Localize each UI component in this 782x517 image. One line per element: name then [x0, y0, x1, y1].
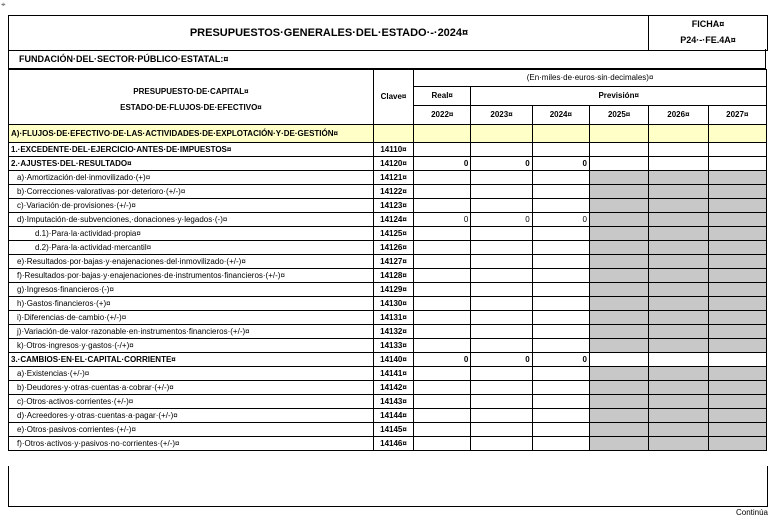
forecast-cell[interactable]	[649, 395, 708, 409]
forecast-cell[interactable]	[589, 325, 648, 339]
forecast-cell[interactable]	[589, 395, 648, 409]
value-cell[interactable]	[532, 325, 589, 339]
row-label: f)·Otros·activos·y·pasivos·no·corrientes·(+/-)¤	[9, 437, 374, 451]
table-row	[9, 367, 767, 381]
value-cell[interactable]	[471, 409, 532, 423]
value-cell[interactable]	[532, 143, 589, 157]
row-clave: 14125¤	[373, 227, 413, 241]
forecast-cell[interactable]	[589, 269, 648, 283]
forecast-cell[interactable]	[589, 213, 648, 227]
table-row	[9, 255, 767, 269]
row-label: j)·Variación·de·valor·razonable·en·instrumentos·financieros·(+/-)¤	[9, 325, 374, 339]
forecast-cell[interactable]	[649, 311, 708, 325]
value-cell[interactable]	[471, 199, 532, 213]
forecast-cell[interactable]	[649, 241, 708, 255]
forecast-cell[interactable]	[649, 283, 708, 297]
value-cell[interactable]	[471, 269, 532, 283]
year-2023: 2023¤	[471, 106, 532, 125]
forecast-cell[interactable]	[708, 395, 766, 409]
ficha-box	[648, 15, 768, 51]
row-clave: 14129¤	[373, 283, 413, 297]
forecast-cell[interactable]	[708, 367, 766, 381]
header-real: Real¤	[414, 87, 471, 106]
value-cell[interactable]	[414, 269, 471, 283]
value-cell[interactable]	[471, 255, 532, 269]
value-cell[interactable]	[471, 171, 532, 185]
value-cell[interactable]: 0	[414, 157, 471, 171]
row-label: 1.·EXCEDENTE·DEL·EJERCICIO·ANTES·DE·IMPUESTOS¤	[9, 143, 374, 157]
value-cell[interactable]	[414, 437, 471, 451]
table-row	[9, 171, 767, 185]
value-cell[interactable]: 0	[471, 213, 532, 227]
value-cell[interactable]	[471, 367, 532, 381]
row-clave: 14146¤	[373, 437, 413, 451]
forecast-cell[interactable]	[708, 339, 766, 353]
row-clave: 14144¤	[373, 409, 413, 423]
year-2022: 2022¤	[414, 106, 471, 125]
table-row	[9, 325, 767, 339]
row-label: 3.·CAMBIOS·EN·EL·CAPITAL·CORRIENTE¤	[9, 353, 374, 367]
table-row	[9, 437, 767, 451]
table-row	[9, 283, 767, 297]
value-cell[interactable]	[532, 423, 589, 437]
row-label: i)·Diferencias·de·cambio·(+/-)¤	[9, 311, 374, 325]
value-cell[interactable]	[414, 171, 471, 185]
value-cell[interactable]	[532, 241, 589, 255]
value-cell[interactable]	[414, 311, 471, 325]
row-clave: 14124¤	[373, 213, 413, 227]
value-cell[interactable]	[471, 241, 532, 255]
value-cell[interactable]	[471, 143, 532, 157]
forecast-cell[interactable]	[649, 353, 708, 367]
value-cell[interactable]	[414, 381, 471, 395]
value-cell[interactable]	[471, 325, 532, 339]
table-row	[9, 311, 767, 325]
forecast-cell[interactable]	[649, 171, 708, 185]
table-row	[9, 125, 767, 143]
row-clave	[373, 125, 413, 143]
forecast-cell[interactable]	[589, 367, 648, 381]
table-row	[9, 297, 767, 311]
row-clave: 14123¤	[373, 199, 413, 213]
value-cell[interactable]	[532, 395, 589, 409]
value-cell[interactable]	[414, 423, 471, 437]
forecast-cell[interactable]	[708, 227, 766, 241]
forecast-cell[interactable]	[589, 437, 648, 451]
value-cell[interactable]	[471, 227, 532, 241]
forecast-cell[interactable]	[708, 381, 766, 395]
row-label: a)·Existencias·(+/-)¤	[9, 367, 374, 381]
forecast-cell[interactable]	[708, 213, 766, 227]
forecast-cell[interactable]	[649, 297, 708, 311]
forecast-cell[interactable]	[649, 339, 708, 353]
header-prevision: Previsión¤	[471, 87, 767, 106]
forecast-cell[interactable]	[649, 157, 708, 171]
forecast-cell[interactable]	[649, 325, 708, 339]
continue-label: Continúa	[735, 508, 768, 517]
value-cell[interactable]	[532, 311, 589, 325]
row-clave: 14121¤	[373, 171, 413, 185]
value-cell[interactable]	[532, 227, 589, 241]
value-cell[interactable]	[532, 269, 589, 283]
value-cell[interactable]	[471, 339, 532, 353]
table-row	[9, 395, 767, 409]
row-label: b)·Deudores·y·otras·cuentas·a·cobrar·(+/-)¤	[9, 381, 374, 395]
forecast-cell[interactable]	[708, 171, 766, 185]
forecast-cell[interactable]	[649, 227, 708, 241]
value-cell[interactable]	[414, 255, 471, 269]
forecast-cell[interactable]	[589, 157, 648, 171]
value-cell[interactable]	[471, 437, 532, 451]
value-cell[interactable]	[414, 339, 471, 353]
value-cell[interactable]: 0	[532, 157, 589, 171]
forecast-cell[interactable]	[589, 241, 648, 255]
row-label: h)·Gastos·financieros·(+)¤	[9, 297, 374, 311]
value-cell[interactable]	[414, 185, 471, 199]
row-label: d)·Imputación·de·subvenciones,·donaciones·y·legados·(-)¤	[9, 213, 374, 227]
value-cell[interactable]	[414, 199, 471, 213]
row-clave: 14142¤	[373, 381, 413, 395]
anchor-mark: ⌖	[1, 0, 6, 9]
forecast-cell[interactable]	[708, 185, 766, 199]
forecast-cell[interactable]	[708, 409, 766, 423]
forecast-cell[interactable]	[589, 199, 648, 213]
forecast-cell[interactable]	[649, 143, 708, 157]
value-cell[interactable]	[532, 171, 589, 185]
ficha-code: P24·-·FE.4A¤	[680, 35, 736, 45]
row-clave: 14130¤	[373, 297, 413, 311]
forecast-cell[interactable]	[708, 325, 766, 339]
forecast-cell[interactable]	[708, 269, 766, 283]
table-row	[9, 339, 767, 353]
forecast-cell[interactable]	[708, 255, 766, 269]
row-label: 2.·AJUSTES·DEL·RESULTADO¤	[9, 157, 374, 171]
table-row	[9, 409, 767, 423]
row-label: c)·Variación·de·provisiones·(+/-)¤	[9, 199, 374, 213]
value-cell[interactable]	[414, 325, 471, 339]
forecast-cell[interactable]	[589, 283, 648, 297]
year-2025: 2025¤	[589, 106, 648, 125]
row-clave: 14133¤	[373, 339, 413, 353]
value-cell[interactable]	[471, 423, 532, 437]
forecast-cell[interactable]	[589, 227, 648, 241]
forecast-cell[interactable]	[589, 143, 648, 157]
forecast-cell[interactable]	[649, 255, 708, 269]
value-cell[interactable]	[414, 143, 471, 157]
year-2027: 2027¤	[708, 106, 766, 125]
row-clave: 14140¤	[373, 353, 413, 367]
row-clave: 14120¤	[373, 157, 413, 171]
forecast-cell[interactable]	[649, 367, 708, 381]
table-row	[9, 353, 767, 367]
header-clave: Clave¤	[373, 70, 413, 125]
year-2026: 2026¤	[649, 106, 708, 125]
value-cell[interactable]	[414, 409, 471, 423]
table-row	[9, 199, 767, 213]
row-label: f)·Resultados·por·bajas·y·enajenaciones·de·instrumentos·financieros·(+/-)¤	[9, 269, 374, 283]
value-cell[interactable]	[532, 409, 589, 423]
forecast-cell[interactable]	[649, 423, 708, 437]
header-units: (En·miles·de·euros·sin·decimales)¤	[414, 70, 767, 87]
row-label: k)·Otros·ingresos·y·gastos·(-/+)¤	[9, 339, 374, 353]
value-cell[interactable]	[532, 185, 589, 199]
value-cell[interactable]	[471, 395, 532, 409]
row-label: e)·Otros·pasivos·corrientes·(+/-)¤	[9, 423, 374, 437]
value-cell[interactable]	[532, 381, 589, 395]
forecast-cell[interactable]	[589, 381, 648, 395]
row-clave: 14143¤	[373, 395, 413, 409]
forecast-cell[interactable]	[708, 297, 766, 311]
table-row	[9, 185, 767, 199]
value-cell[interactable]: 0	[414, 353, 471, 367]
forecast-cell[interactable]	[708, 125, 766, 143]
forecast-cell[interactable]	[649, 185, 708, 199]
value-cell[interactable]: 0	[532, 213, 589, 227]
value-cell[interactable]	[471, 297, 532, 311]
header-presupuesto: PRESUPUESTO·DE·CAPITAL¤	[133, 87, 249, 96]
forecast-cell[interactable]	[649, 125, 708, 143]
forecast-cell[interactable]	[589, 409, 648, 423]
value-cell[interactable]: 0	[471, 157, 532, 171]
forecast-cell[interactable]	[708, 437, 766, 451]
forecast-cell[interactable]	[708, 157, 766, 171]
value-cell[interactable]	[414, 283, 471, 297]
row-clave: 14131¤	[373, 311, 413, 325]
value-cell[interactable]	[471, 125, 532, 143]
value-cell[interactable]	[532, 437, 589, 451]
forecast-cell[interactable]	[708, 241, 766, 255]
row-clave: 14141¤	[373, 367, 413, 381]
table-row	[9, 381, 767, 395]
value-cell[interactable]	[414, 297, 471, 311]
row-label: b)·Correcciones·valorativas·por·deterioro·(+/-)¤	[9, 185, 374, 199]
forecast-cell[interactable]	[589, 255, 648, 269]
row-label: d.2)·Para·la·actividad·mercantil¤	[9, 241, 374, 255]
forecast-cell[interactable]	[649, 269, 708, 283]
forecast-cell[interactable]	[649, 437, 708, 451]
value-cell[interactable]	[532, 199, 589, 213]
row-label: a)·Amortización·del·inmovilizado·(+)¤	[9, 171, 374, 185]
forecast-cell[interactable]	[708, 423, 766, 437]
table-row	[9, 143, 767, 157]
row-clave: 14110¤	[373, 143, 413, 157]
table-row	[9, 423, 767, 437]
forecast-cell[interactable]	[589, 423, 648, 437]
value-cell[interactable]	[471, 311, 532, 325]
value-cell[interactable]	[532, 125, 589, 143]
forecast-cell[interactable]	[589, 185, 648, 199]
value-cell[interactable]	[532, 283, 589, 297]
row-label: c)·Otros·activos·corrientes·(+/-)¤	[9, 395, 374, 409]
forecast-cell[interactable]	[589, 353, 648, 367]
table-row	[9, 157, 767, 171]
row-clave: 14122¤	[373, 185, 413, 199]
table-row	[9, 227, 767, 241]
row-label: g)·Ingresos·financieros·(-)¤	[9, 283, 374, 297]
value-cell[interactable]	[471, 381, 532, 395]
forecast-cell[interactable]	[649, 199, 708, 213]
forecast-cell[interactable]	[589, 171, 648, 185]
value-cell[interactable]: 0	[532, 353, 589, 367]
row-label: d)·Acreedores·y·otras·cuentas·a·pagar·(+/-)¤	[9, 409, 374, 423]
page-title: PRESUPUESTOS·GENERALES·DEL·ESTADO·-·2024¤	[8, 15, 649, 51]
forecast-cell[interactable]	[649, 381, 708, 395]
header-concept-cell	[9, 70, 374, 125]
value-cell[interactable]	[471, 283, 532, 297]
row-clave: 14145¤	[373, 423, 413, 437]
forecast-cell[interactable]	[589, 125, 648, 143]
row-clave: 14128¤	[373, 269, 413, 283]
row-label: d.1)·Para·la·actividad·propia¤	[9, 227, 374, 241]
forecast-cell[interactable]	[708, 283, 766, 297]
foundation-name[interactable]: FUNDACIÓN·DEL·SECTOR·PÚBLICO·ESTATAL:¤	[8, 49, 766, 69]
value-cell[interactable]	[414, 227, 471, 241]
ficha-label: FICHA¤	[691, 19, 725, 29]
forecast-cell[interactable]	[708, 353, 766, 367]
forecast-cell[interactable]	[589, 311, 648, 325]
row-clave: 14127¤	[373, 255, 413, 269]
value-cell[interactable]	[532, 255, 589, 269]
table-footer-space	[8, 466, 768, 507]
value-cell[interactable]	[414, 241, 471, 255]
forecast-cell[interactable]	[708, 143, 766, 157]
table-row	[9, 269, 767, 283]
row-label: e)·Resultados·por·bajas·y·enajenaciones·del·inmovilizado·(+/-)¤	[9, 255, 374, 269]
value-cell[interactable]	[532, 339, 589, 353]
forecast-cell[interactable]	[589, 297, 648, 311]
row-clave: 14126¤	[373, 241, 413, 255]
forecast-cell[interactable]	[708, 311, 766, 325]
table-row	[9, 241, 767, 255]
value-cell[interactable]	[532, 297, 589, 311]
row-label: A)·FLUJOS·DE·EFECTIVO·DE·LAS·ACTIVIDADES·DE·EXPLOTACIÓN·Y·DE·GESTIÓN¤	[9, 125, 374, 143]
forecast-cell[interactable]	[589, 339, 648, 353]
forecast-cell[interactable]	[649, 213, 708, 227]
table-row	[9, 213, 767, 227]
value-cell[interactable]: 0	[471, 353, 532, 367]
value-cell[interactable]	[414, 367, 471, 381]
forecast-cell[interactable]	[708, 199, 766, 213]
value-cell[interactable]	[532, 367, 589, 381]
row-clave: 14132¤	[373, 325, 413, 339]
forecast-cell[interactable]	[649, 409, 708, 423]
value-cell[interactable]	[414, 395, 471, 409]
value-cell[interactable]	[471, 185, 532, 199]
value-cell[interactable]	[414, 125, 471, 143]
year-2024: 2024¤	[532, 106, 589, 125]
cash-flow-table	[8, 69, 767, 451]
header-estado: ESTADO·DE·FLUJOS·DE·EFECTIVO¤	[120, 103, 262, 112]
value-cell[interactable]: 0	[414, 213, 471, 227]
